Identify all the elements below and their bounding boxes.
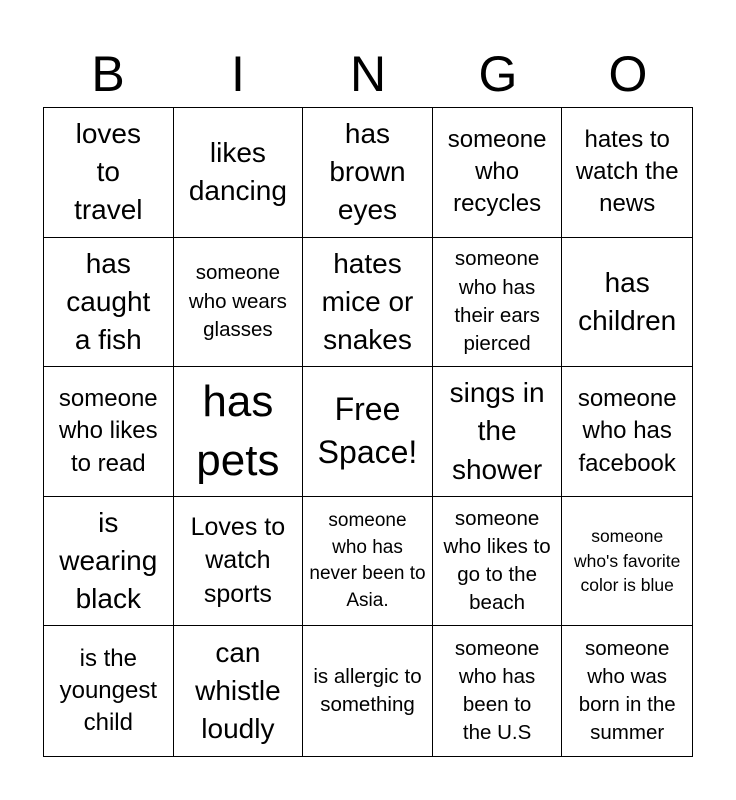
cell-text: has brown eyes [329,118,406,226]
cell-text: someone who has been to the U.S [454,636,540,745]
bingo-cell [174,108,304,238]
cell-text: hates mice or snakes [321,247,414,355]
cell-text: someone who has their ears pierced [454,247,540,356]
header-letter-n: N [349,46,387,102]
bingo-cell [562,238,692,368]
cell-text: someone who recycles [447,126,547,218]
header-letter-o: O [608,46,648,102]
cell-text: someone who's favorite color is blue [573,526,681,596]
cell-text: has pets [196,376,280,486]
bingo-cell [562,108,692,238]
bingo-cell [44,626,174,756]
bingo-cell [174,497,304,627]
cell-text: hates to watch the news [575,126,679,218]
bingo-board [43,107,693,757]
bingo-cell [44,497,174,627]
bingo-cell [433,108,563,238]
bingo-cell [303,497,433,627]
bingo-cell [562,367,692,497]
bingo-cell [303,626,433,756]
cell-text: is allergic to something [313,664,422,717]
bingo-cell [44,108,174,238]
bingo-header [43,40,693,108]
header-letter-b: B [91,46,125,102]
cell-text: has caught a fish [66,247,151,355]
bingo-cell [174,626,304,756]
bingo-cell [562,497,692,627]
bingo-cell [303,108,433,238]
bingo-cell [303,238,433,368]
bingo-cell [174,238,304,368]
cell-text: can whistle loudly [195,637,281,745]
bingo-cell [303,367,433,497]
cell-text: Loves to watch sports [190,513,286,608]
cell-text: is the youngest child [59,644,157,737]
cell-text: has children [578,266,677,336]
header-letter-g: G [478,46,518,102]
cell-text: someone who likes to read [58,385,158,477]
cell-text: someone who likes to go to the beach [443,506,551,615]
cell-text: loves to travel [74,118,143,226]
bingo-cell [433,497,563,627]
cell-text: someone who has facebook [577,385,677,477]
cell-text: someone who wears glasses [188,261,287,342]
bingo-cell [433,367,563,497]
cell-text: Free Space! [317,390,418,471]
cell-text: is wearing black [59,506,158,615]
bingo-cell [433,238,563,368]
bingo-cell [44,238,174,368]
bingo-cell [562,626,692,756]
bingo-cell [174,367,304,497]
bingo-cell [433,626,563,756]
cell-text: someone who has never been to Asia. [309,509,426,611]
bingo-cell [44,367,174,497]
cell-text: someone who was born in the summer [578,636,676,745]
header-letter-i: I [231,46,245,102]
cell-text: likes dancing [188,137,287,207]
cell-text: sings in the shower [449,377,545,485]
